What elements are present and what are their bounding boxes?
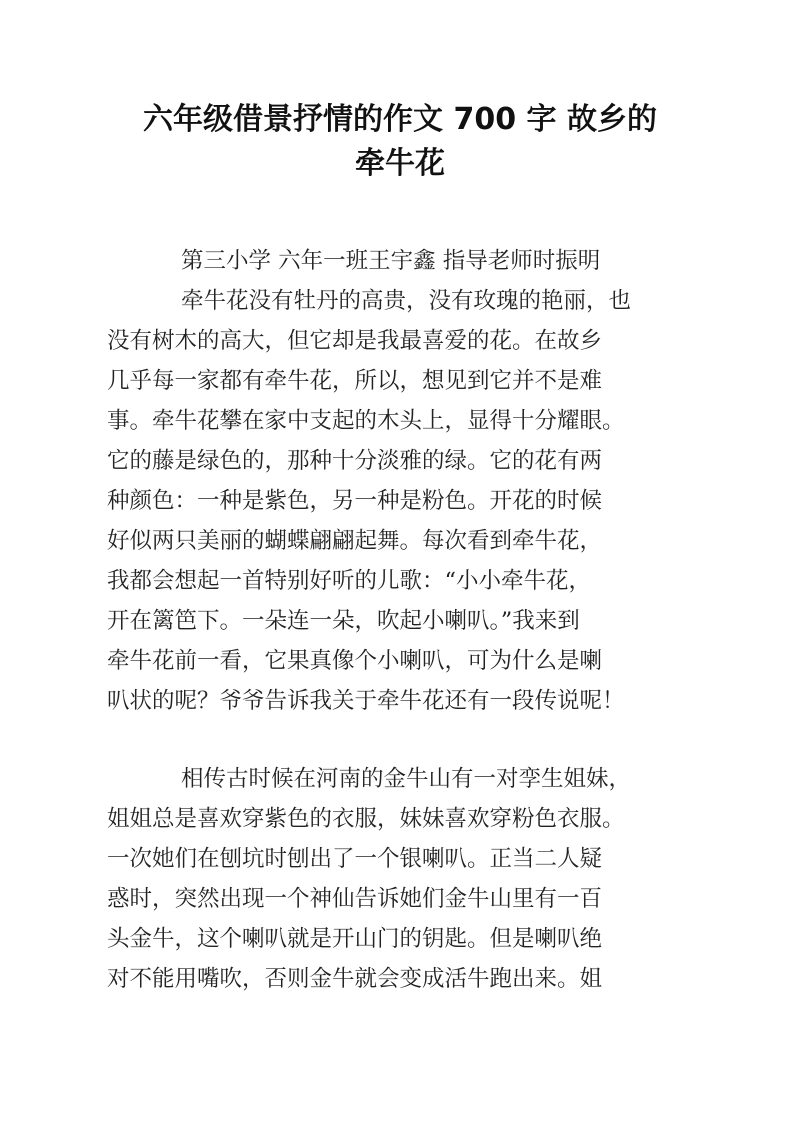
paragraph-line: 姐姐总是喜欢穿紫色的衣服，妹妹喜欢穿粉色衣服。 bbox=[107, 806, 625, 832]
title-line-1: 六年级借景抒情的作文 700 字 故乡的 bbox=[143, 102, 657, 137]
document-body bbox=[107, 241, 707, 999]
paragraph-1 bbox=[107, 281, 707, 721]
paragraph-line: 事。牵牛花攀在家中支起的木头上，显得十分耀眼。 bbox=[107, 408, 625, 434]
paragraph-line: 牵牛花没有牡丹的高贵，没有玫瑰的艳丽，也 bbox=[181, 288, 632, 314]
paragraph-line: 种颜色：一种是紫色，另一种是粉色。开花的时候 bbox=[107, 488, 603, 514]
document-title bbox=[60, 98, 740, 186]
paragraph-line: 对不能用嘴吹，否则金牛就会变成活牛跑出来。姐 bbox=[107, 966, 603, 992]
paragraph-line: 惑时，突然出现一个神仙告诉她们金牛山里有一百 bbox=[107, 886, 603, 912]
paragraph-line: 叭状的呢？爷爷告诉我关于牵牛花还有一段传说呢！ bbox=[107, 688, 625, 714]
paragraph-line: 几乎每一家都有牵牛花，所以，想见到它并不是难 bbox=[107, 368, 603, 394]
paragraph-line: 好似两只美丽的蝴蝶翩翩起舞。每次看到牵牛花， bbox=[107, 528, 603, 554]
paragraph-2 bbox=[107, 759, 707, 999]
paragraph-line: 我都会想起一首特别好听的儿歌：“小小牵牛花， bbox=[107, 568, 592, 594]
paragraph-line: 开在篱笆下。一朵连一朵，吹起小喇叭。”我来到 bbox=[107, 608, 580, 634]
paragraph-line: 它的藤是绿色的，那种十分淡雅的绿。它的花有两 bbox=[107, 448, 603, 474]
paragraph-line: 一次她们在刨坑时刨出了一个银喇叭。正当二人疑 bbox=[107, 846, 603, 872]
byline: 第三小学 六年一班王宇鑫 指导老师时振明 bbox=[181, 248, 601, 274]
paragraph-line: 牵牛花前一看，它果真像个小喇叭，可为什么是喇 bbox=[107, 648, 603, 674]
paragraph-line: 头金牛，这个喇叭就是开山门的钥匙。但是喇叭绝 bbox=[107, 926, 603, 952]
paragraph-line: 相传古时候在河南的金牛山有一对孪生姐妹， bbox=[181, 766, 632, 792]
paragraph-line: 没有树木的高大，但它却是我最喜爱的花。在故乡 bbox=[107, 328, 603, 354]
paragraph-spacer bbox=[107, 721, 707, 759]
title-line-2: 牵牛花 bbox=[355, 146, 445, 181]
